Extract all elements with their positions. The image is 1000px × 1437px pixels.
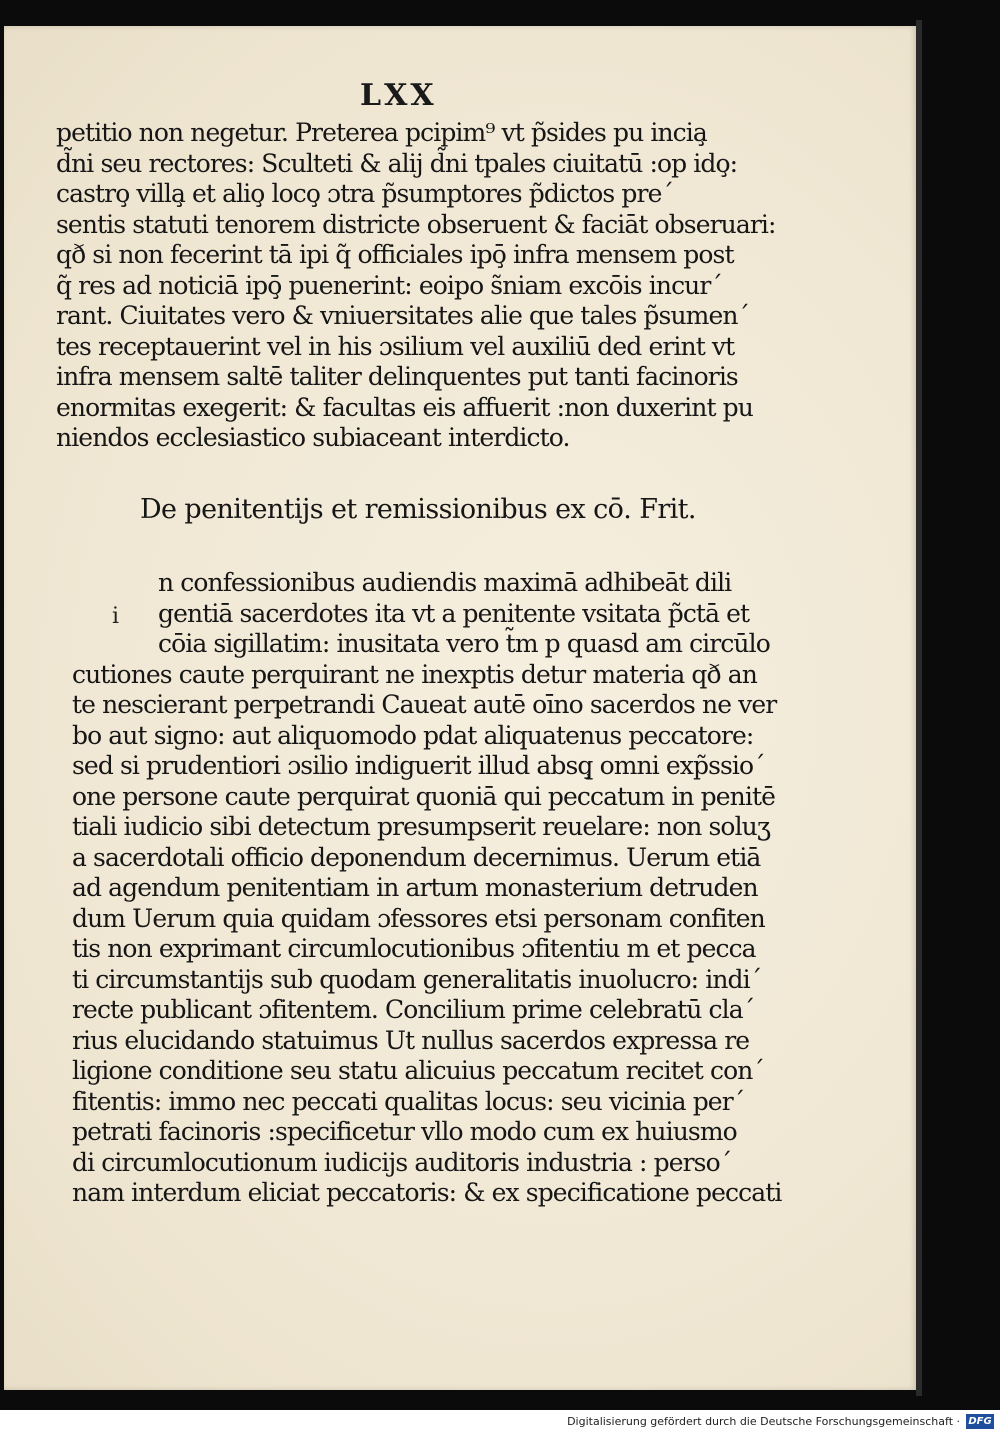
- text-line: castro̧ villa̧ et alio̧ loco̧ ɔtra p̃sumptores p̃dictos pre´: [56, 179, 674, 208]
- text-line: dum Uerum quia quidam ɔfessores etsi personam confiten: [72, 903, 765, 933]
- text-line: nam interdum eliciat peccatoris: & ex specificatione peccati: [72, 1178, 782, 1207]
- initial-guide-letter: i: [112, 604, 120, 629]
- text-line: q̃ res ad noticiā ipō̧ puenerint: eoipo s̃niam excōis incur´: [56, 270, 723, 300]
- text-line: di circumlocutionum iudicijs auditoris industria : perso´: [72, 1147, 732, 1177]
- digitization-footer: [0, 1410, 1000, 1437]
- text-line: bo aut signo: aut aliquomodo pdat aliquatenus peccatore:: [72, 720, 754, 750]
- funding-credit: Digitalisierung gefördert durch die Deutsche Forschungsgemeinschaft ·: [567, 1415, 960, 1428]
- text-line: recte publicant ɔfitentem. Concilium prime celebratū cla´: [72, 995, 755, 1024]
- paragraph-statute: [56, 118, 776, 454]
- text-line: ad agendum penitentiam in artum monasterium detruden: [72, 873, 758, 902]
- text-line: niendos ecclesiastico subiaceant interdicto.: [56, 423, 570, 452]
- text-line: sed si prudentiori ɔsilio indiguerit illud absq̧ omni exp̃ssio´: [72, 751, 765, 780]
- dfg-logo[interactable]: DFG: [966, 1414, 994, 1429]
- section-heading: De penitentijs et remissionibus ex cō. Frit.: [140, 494, 696, 525]
- text-line: petitio non negetur. Preterea pcipim⁹ vt p̃sides pu incia̧: [56, 118, 707, 147]
- text-line: tes receptauerint vel in his ɔsilium vel auxiliū ded erint vt: [56, 331, 735, 361]
- text-line: cōia sigillatim: inusitata vero t̃m p quasd am circūlo: [158, 629, 770, 658]
- text-line: rius elucidando statuimus Ut nullus sacerdos expressa re: [72, 1025, 750, 1055]
- page-edge: [916, 20, 922, 1396]
- text-line: qð si non fecerint tā ipi q̃ officiales ipō̧ infra mensem post: [56, 240, 734, 269]
- text-line: one persone caute perquirat quoniā qui peccatum in penitē: [72, 781, 775, 811]
- text-line: sentis statuti tenorem districte obseruent & faciāt obseruari:: [56, 209, 776, 239]
- text-line: fitentis: immo nec peccati qualitas locus: seu vicinia per´: [72, 1086, 745, 1116]
- text-line: d̃ni seu rectores: Sculteti & alij d̃ni tpales ciuitatū :op ido̧:: [56, 148, 738, 178]
- text-line: infra mensem saltē taliter delinquentes put tanti facinoris: [56, 362, 738, 391]
- text-line: gentiā sacerdotes ita vt a penitente vsitata p̃ctā et: [158, 598, 750, 628]
- text-line: ligione conditione seu statu alicuius peccatum recitet con´: [72, 1056, 765, 1085]
- text-line: rant. Ciuitates vero & vniuersitates alie que tales p̃sumen´: [56, 301, 750, 330]
- text-line: tiali iudicio sibi detectum presumpserit reuelare: non soluʒ: [72, 812, 771, 841]
- paragraph-penance: [72, 568, 781, 1209]
- text-line: n confessionibus audiendis maximā adhibeāt dili: [158, 568, 732, 597]
- text-line: a sacerdotali officio deponendum decernimus. Uerum etiā: [72, 842, 761, 872]
- text-line: cutiones caute perquirant ne inexptis detur materia qð an: [72, 659, 757, 689]
- text-line: tis non exprimant circumlocutionibus ɔfitentiu m et pecca: [72, 934, 756, 963]
- text-line: petrati facinoris :specificetur vllo modo cum ex huiusmo: [72, 1117, 737, 1146]
- text-line: te nescierant perpetrandi Caueat autē oīno sacerdos ne ver: [72, 690, 777, 719]
- folio-number: LXX: [360, 78, 437, 113]
- text-line: enormitas exegerit: & facultas eis affuerit :non duxerint pu: [56, 392, 753, 422]
- text-line: ti circumstantijs sub quodam generalitatis inuolucro: indi´: [72, 964, 762, 994]
